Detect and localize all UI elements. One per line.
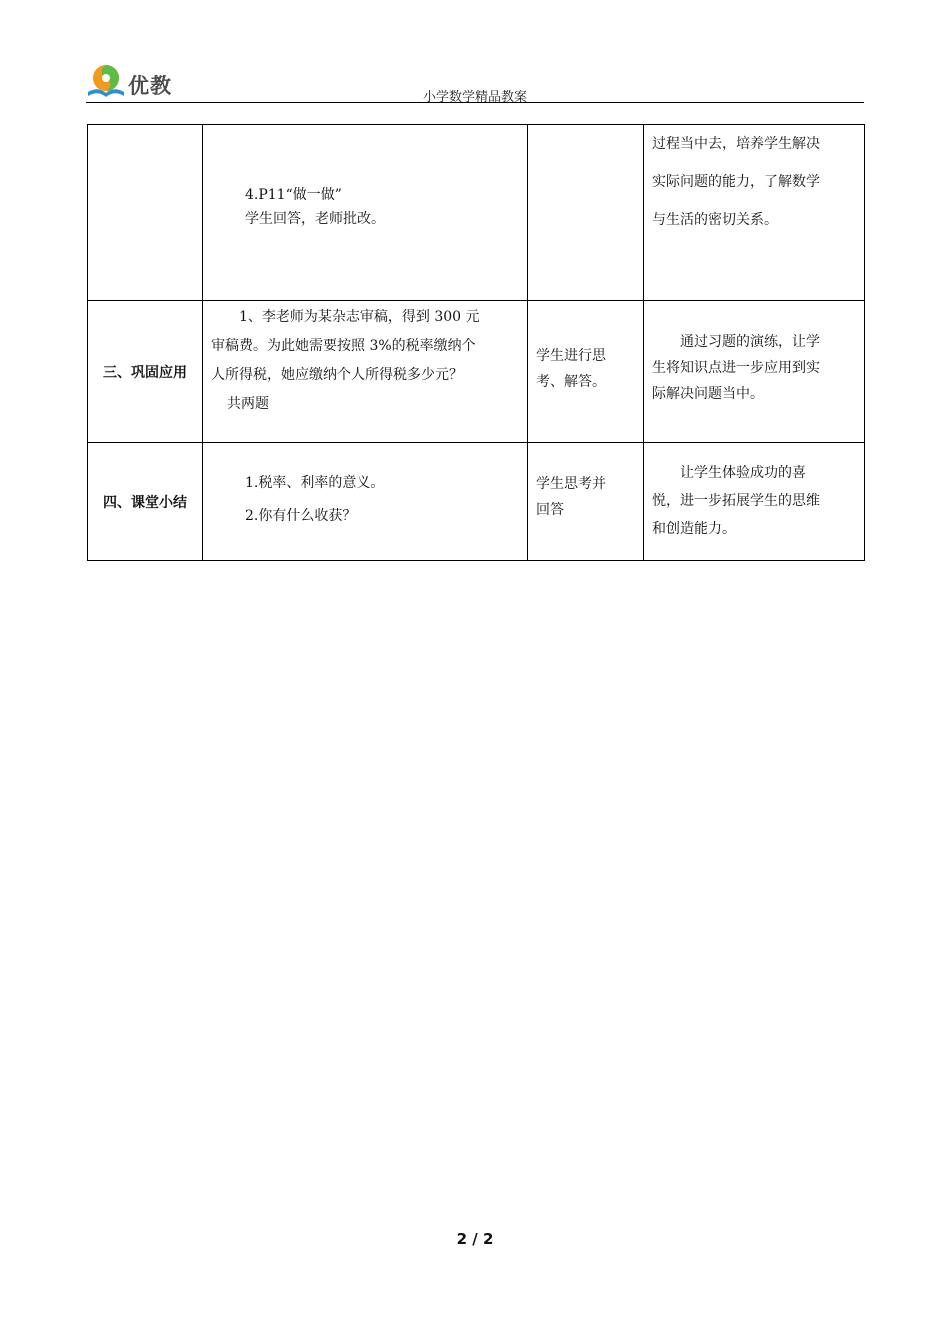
stage-cell: 四、课堂小结 <box>88 443 203 561</box>
design-line: 悦，进一步拓展学生的思维 <box>652 493 820 509</box>
student-activity-cell <box>528 443 644 561</box>
process-line: 审稿费。为此她需要按照 3%的税率缴纳个 <box>211 338 476 354</box>
page-header <box>86 62 864 106</box>
logo-text: 优教 <box>128 74 172 98</box>
design-intent-cell <box>644 301 865 443</box>
activity-line: 学生思考并 <box>536 476 606 492</box>
activity-line: 回答 <box>536 502 564 518</box>
design-intent-cell <box>644 443 865 561</box>
design-line: 实际问题的能力，了解数学 <box>652 174 820 190</box>
process-line: 4.P11“做一做” <box>245 187 342 203</box>
process-line: 人所得税，她应缴纳个人所得税多少元？ <box>211 367 463 383</box>
process-line: 1.税率、利率的意义。 <box>245 475 385 491</box>
header-divider <box>86 102 864 103</box>
process-line: 共两题 <box>227 396 269 412</box>
student-activity-cell <box>528 125 644 301</box>
design-line: 生将知识点进一步应用到实 <box>652 360 820 376</box>
design-line: 让学生体验成功的喜 <box>680 465 806 481</box>
table-row <box>88 443 865 561</box>
activity-line: 学生进行思 <box>536 348 606 364</box>
design-line: 过程当中去，培养学生解决 <box>652 136 820 152</box>
page-number: 2 / 2 <box>456 1230 494 1248</box>
design-line: 与生活的密切关系。 <box>652 212 778 228</box>
process-line: 2.你有什么收获？ <box>245 508 357 524</box>
stage-cell: 三、巩固应用 <box>88 301 203 443</box>
table-row <box>88 301 865 443</box>
activity-line: 考、解答。 <box>536 374 606 390</box>
process-line: 1、李老师为某杂志审稿，得到 300 元 <box>239 309 480 325</box>
process-cell <box>203 301 528 443</box>
lesson-plan-table <box>87 124 865 561</box>
stage-cell <box>88 125 203 301</box>
student-activity-cell <box>528 301 644 443</box>
process-cell <box>203 125 528 301</box>
design-line: 和创造能力。 <box>652 521 736 537</box>
design-intent-cell <box>644 125 865 301</box>
design-line: 通过习题的演练，让学 <box>680 334 820 350</box>
process-line: 学生回答，老师批改。 <box>245 211 385 227</box>
process-cell <box>203 443 528 561</box>
design-line: 际解决问题当中。 <box>652 386 764 402</box>
table-row <box>88 125 865 301</box>
header-title: 小学数学精品教案 <box>422 90 527 105</box>
